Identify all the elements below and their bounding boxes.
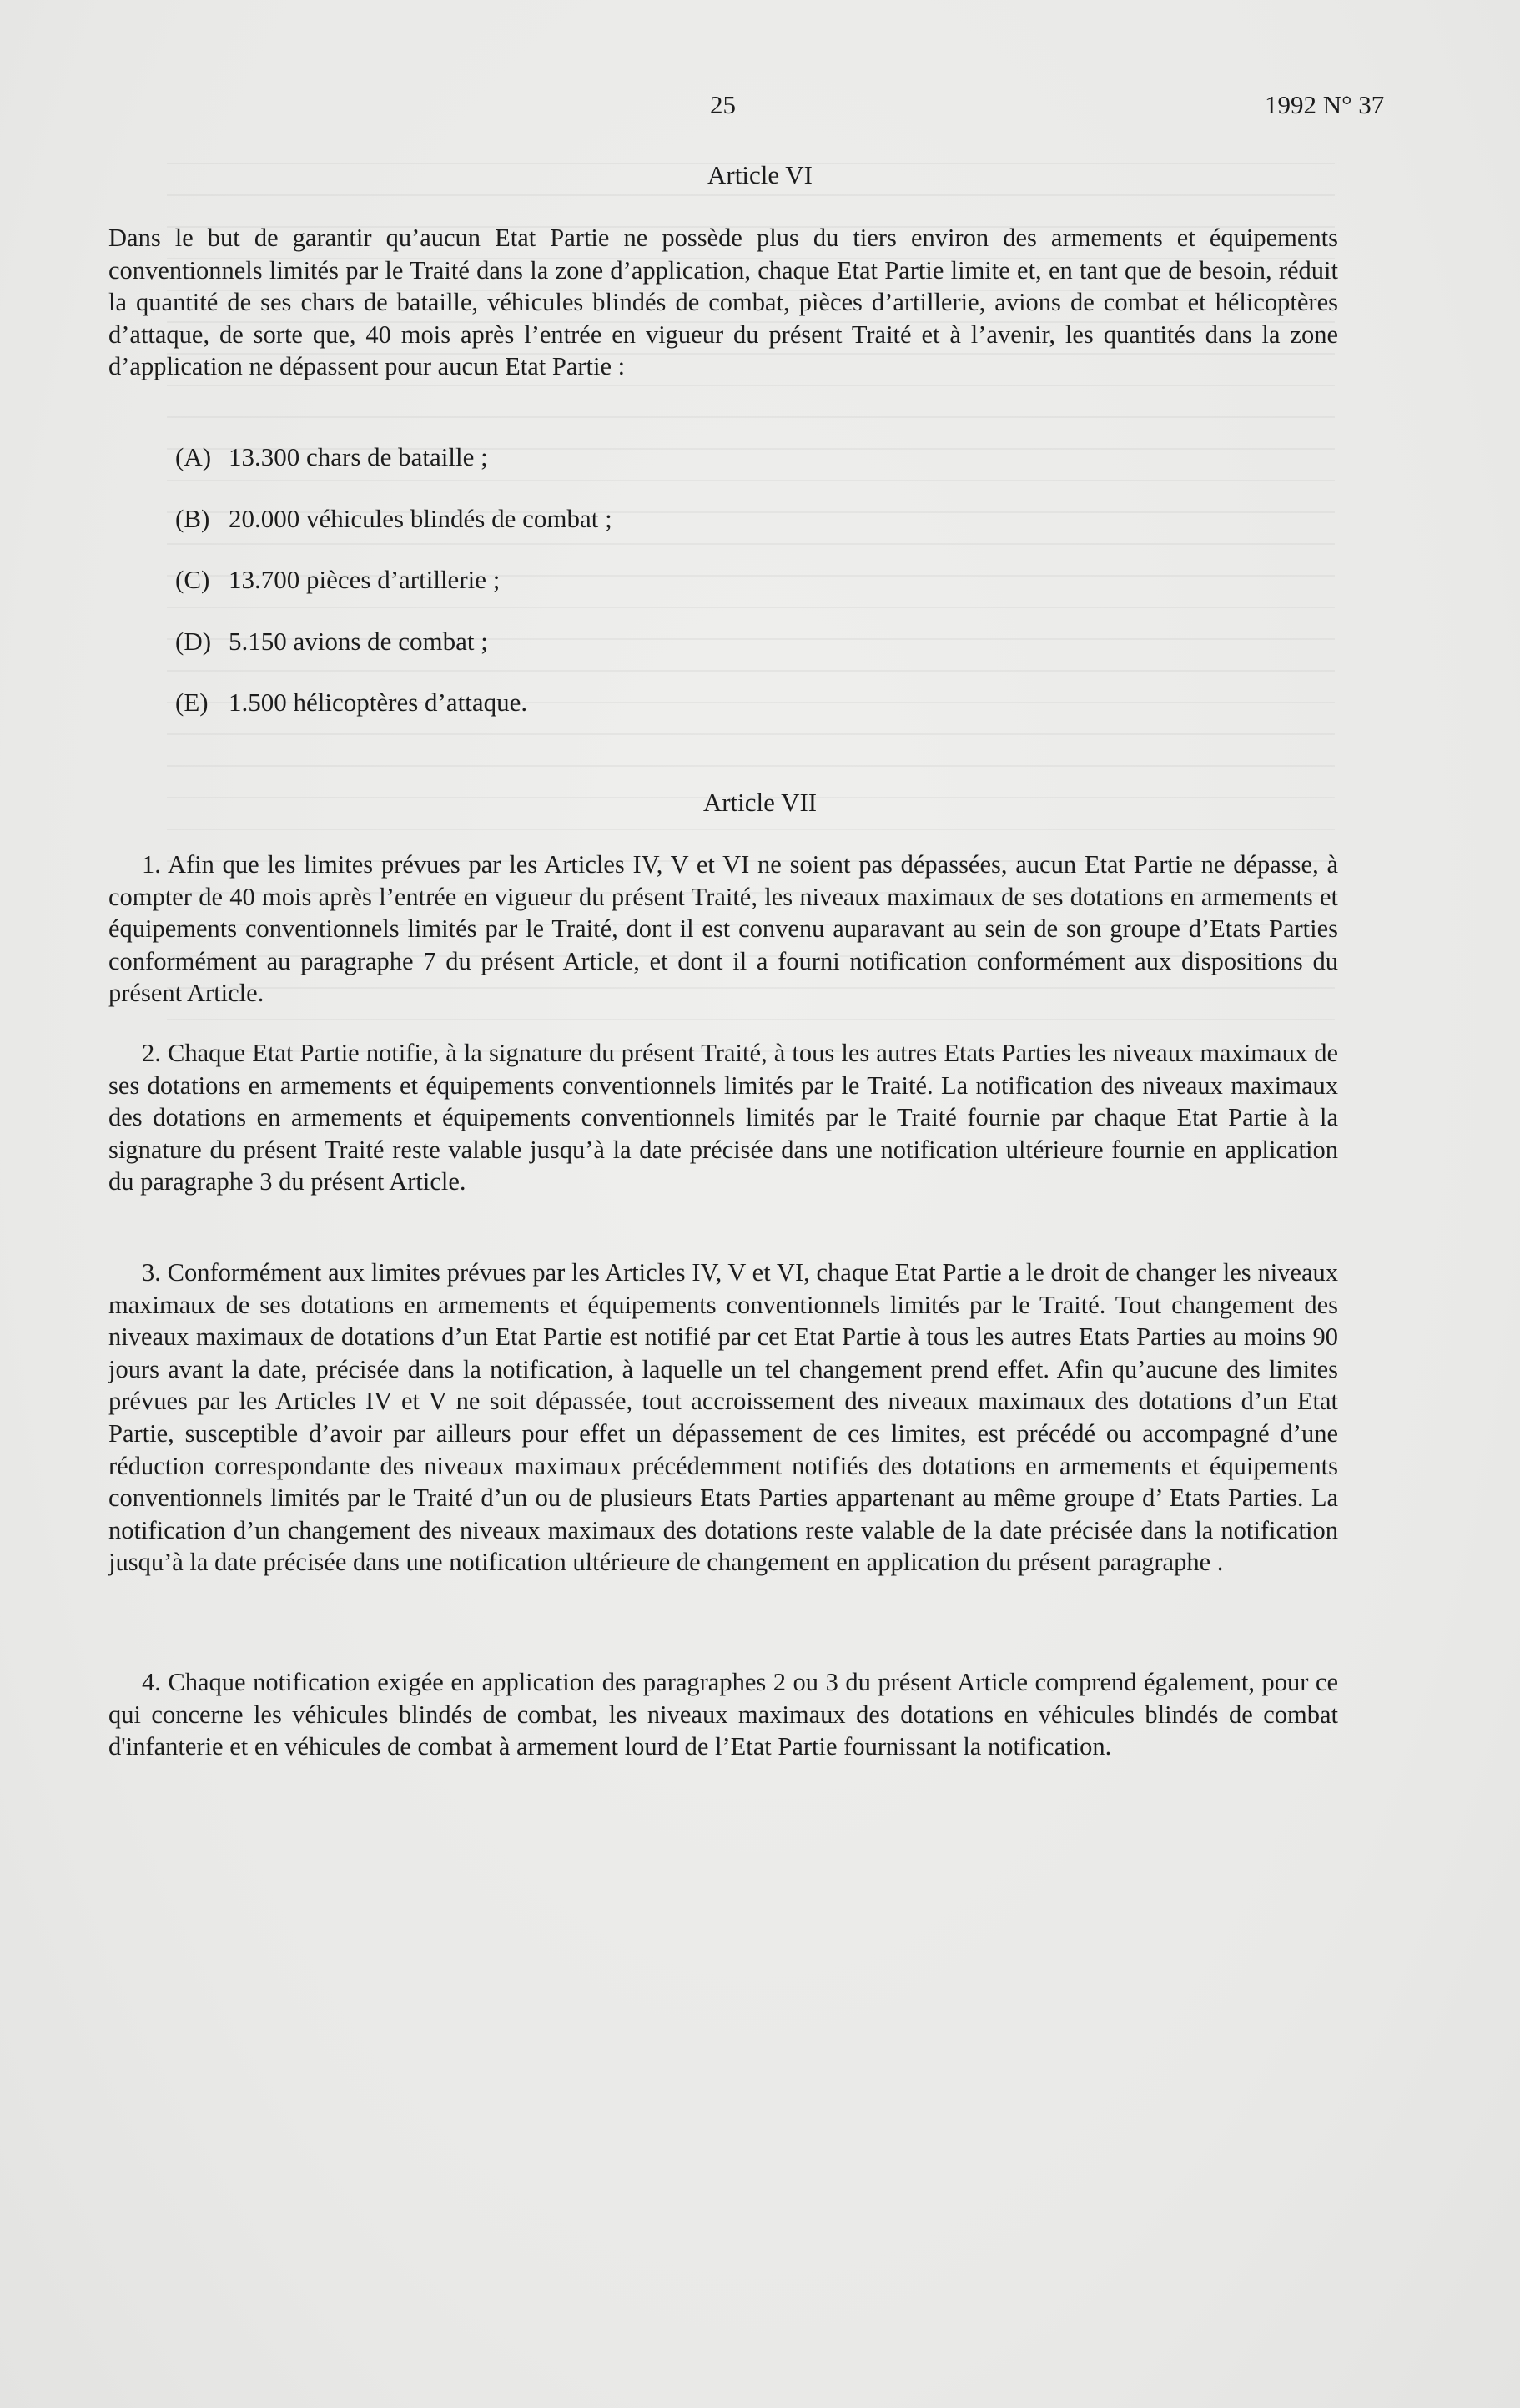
list-item-marker: (D) [175, 626, 212, 656]
list-item-marker: (A) [175, 442, 212, 471]
article-vii-title: Article VII [702, 788, 818, 817]
list-item-marker: (E) [175, 688, 209, 717]
list-item [175, 442, 612, 504]
article-vii-paragraph-2: 2. Chaque Etat Partie notifie, à la signature du présent Traité, à tous les autres Etats Parties les niveaux maximaux de ses dotations en armements et équipements conventionnels limités par le Traité. La notification des niveaux maximaux des dotations en armements et équipements conventionnels limités par le Traité fournie par chaque Etat Partie à la signature du présent Traité reste valable jusqu’à la date précisée dans une notification ultérieure fournie en application du paragraphe 3 du présent Article. [108, 1039, 1338, 1196]
list-item-marker: (B) [175, 503, 210, 533]
list-item-text: 13.300 chars de bataille ; [229, 442, 488, 471]
list-item-text: 13.700 pièces d’artillerie ; [229, 565, 501, 594]
list-item [175, 627, 612, 688]
article-vii-paragraph-1: 1. Afin que les limites prévues par les Articles IV, V et VI ne soient pas dépassées, aucun Etat Partie ne dépasse, à compter de 40 mois après l’entrée en vigueur du présent Traité, les niveaux maximaux de ses dotations en armements et équipements conventionnels limités par le Traité, dont il est convenu auparavant au sein de son groupe d’Etats Parties conformément au paragraphe 7 du présent Article, et dont il a fourni notification conformément aux dispositions du présent Article. [108, 850, 1338, 1008]
list-item-text: 20.000 véhicules blindés de combat ; [229, 503, 612, 533]
list-item-text: 1.500 hélicoptères d’attaque. [229, 688, 528, 717]
list-item [175, 688, 612, 749]
list-item-marker: (C) [175, 565, 210, 594]
list-item [175, 565, 612, 627]
article-vi-intro: Dans le but de garantir qu’aucun Etat Partie ne possède plus du tiers environ des armements et équipements conventionnels limités par le Traité dans la zone d’application, chaque Etat Partie limite et, en tant que de besoin, réduit la quantité de ses chars de bataille, véhicules blindés de combat, pièces d’artillerie, avions de combat et hélicoptères d’attaque, de sorte que, 40 mois après l’entrée en vigueur du présent Traité et à l’avenir, les quantités dans la zone d’application ne dépassent pour aucun Etat Partie : [108, 224, 1338, 381]
article-vii-paragraph-3: 3. Conformément aux limites prévues par les Articles IV, V et VI, chaque Etat Partie a le droit de changer les niveaux maximaux de ses dotations en armements et équipements conventionnels limités par le Traité. Tout changement des niveaux maximaux de dotations d’un Etat Partie est notifié par cet Etat Partie à tous les autres Etats Parties au moins 90 jours avant la date, précisée dans la notification, à laquelle un tel changement prend effet. Afin qu’aucune des limites prévues par les Articles IV et V ne soit dépassée, tout accroissement des niveaux maximaux des dotations d’un Etat Partie, susceptible d’avoir par ailleurs pour effet un dépassement de ces limites, est précédé ou accompagné d’une réduction correspondante des niveaux maximaux précédemment notifiés des dotations en armements et équipements conventionnels limités par le Traité d’un ou de plusieurs Etats Parties appartenant au même groupe d’ Etats Parties. La notification d’un changement des niveaux maximaux des dotations reste valable de la date précisée dans la notification jusqu’à la date précisée dans une notification ultérieure de changement en application du présent paragraphe . [108, 1258, 1338, 1577]
list-item-text: 5.150 avions de combat ; [229, 626, 488, 656]
page-number: 25 [710, 90, 736, 119]
article-vi-title: Article VI [707, 160, 813, 189]
document-reference: 1992 N° 37 [1265, 90, 1385, 119]
list-item [175, 504, 612, 566]
article-vii-paragraph-4: 4. Chaque notification exigée en application des paragraphes 2 ou 3 du présent Article comprend également, pour ce qui concerne les véhicules blindés de combat, les niveaux maximaux des dotations en véhicules blindés de combat d'infanterie et en véhicules de combat à armement lourd de l’Etat Partie fournissant la notification. [108, 1668, 1338, 1761]
article-vi-limits-list [175, 442, 612, 749]
